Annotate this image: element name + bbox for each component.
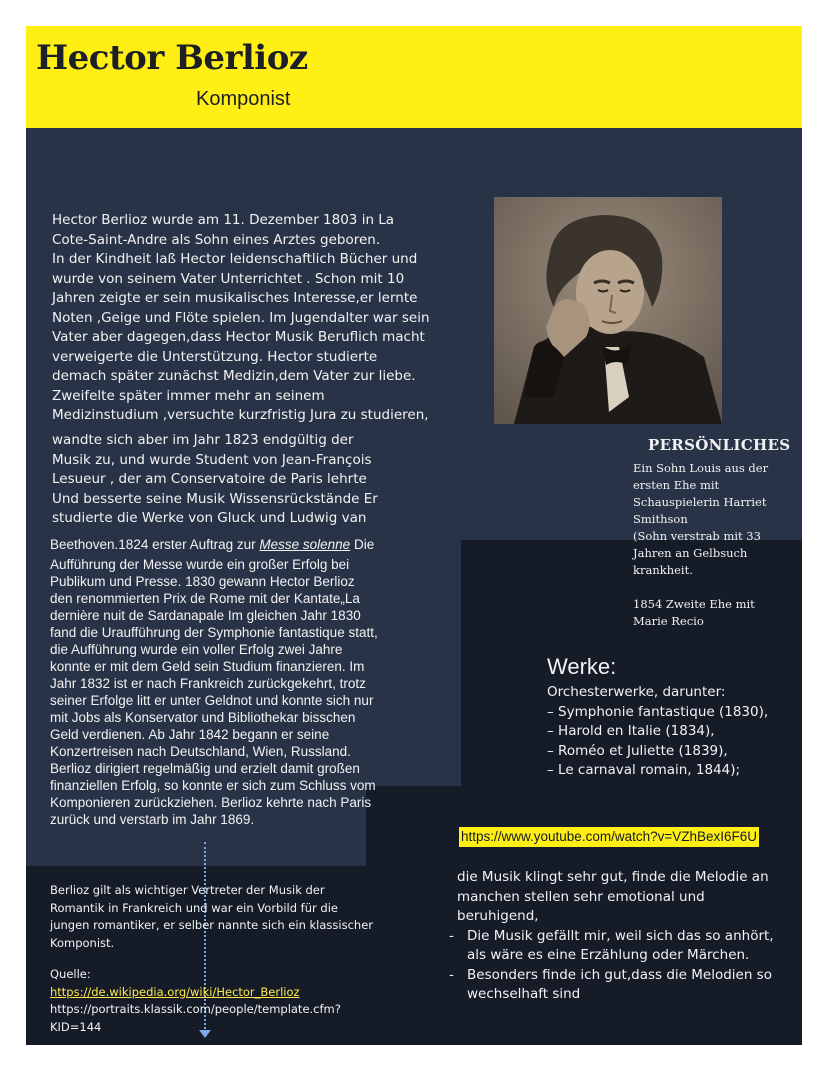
opinion-bullet: - Die Musik gefällt mir, weil sich das so anhört, als wäre es eine Erzählung oder Märchen.: [449, 927, 774, 963]
opinion-bullet-text: Besonders finde ich gut,dass die Melodien so wechselhaft sind: [467, 966, 772, 1002]
personal-second-marriage: 1854 Zweite Ehe mit Marie Recio: [633, 597, 755, 628]
personal-son: (Sohn verstrab mit 33 Jahren an Gelbsuch krankheit.: [633, 529, 761, 577]
bio-paragraph-1: [52, 211, 432, 426]
bio-paragraph-3: [50, 534, 380, 828]
bio-childhood: In der Kindheit laß Hector leidenschaftlich Bücher und wurde von seinem Vater Unterrichtet . Schon mit 10 Jahren zeigte er sein musikalisches Interesse,er lernte Noten ,Geige und Flöte spielen. Im Jugendalter war sein Vater aber dagegen,dass Hector Musik Beruflich macht verweigerte die Unterstützung. Hector studierte demach später zunächst Medizin,dem Vater zur liebe. Zweifelte später immer mehr an seinem Medizinstudium ,versuchte kurzfristig Jura zu studieren,: [52, 251, 430, 423]
opinion-bullet: - Besonders finde ich gut,dass die Melodien so wechselhaft sind: [449, 966, 772, 1002]
personal-heading: PERSÖNLICHES: [648, 436, 791, 454]
wikipedia-link[interactable]: https://de.wikipedia.org/wiki/Hector_Berlioz: [50, 984, 300, 999]
works-item: – Roméo et Juliette (1839),: [547, 742, 728, 759]
opinion-intro: die Musik klingt sehr gut, finde die Melodie an manchen stellen sehr emotional und beruhigend,: [457, 869, 769, 924]
works-item: – Harold en Italie (1834),: [547, 723, 715, 739]
bio-career: Die Aufführung der Messe wurde ein großer Erfolg bei Publikum und Presse. 1830 gewann Hector Berlioz den renommierten Prix de Rome mit der Kantate„La dernière nuit de Sardanapale Im gleichen Jahr 1830 fand die Uraufführung der Symphonie fantastique statt, die Aufführung wurde ein voller Erfolg zwei Jahre konnte er mit dem Geld sein Studium finanzieren. Im Jahr 1832 ist er nach Frankreich zurückgekehrt, trotz seiner Erfolge litt er unter Geldnot und konnte sich nur mit Jobs als Konservator und Bibliothekar bisschen Geld verdienen. Ab Jahr 1842 begann er seine Konzertreisen nach Deutschland, Wien, Russland. Berlioz dirigiert regelmäßig und erzielt damit großen finanziellen Erfolg, so konnte er sich zum Schluss vom Komponieren zurückziehen. Berlioz kehrte nach Paris zurück und verstarb im Jahr 1869.: [50, 537, 378, 827]
bio-legacy: Berlioz gilt als wichtiger Vertreter der Musik der Romantik in Frankreich und war ein Vorbild für die jungen romantiker, er selber nannte sich ein klassischer Komponist.: [50, 883, 373, 950]
bio-intro: Hector Berlioz wurde am 11. Dezember 1803 in La Cote-Saint-Andre als Sohn eines Arztes geboren.: [52, 212, 395, 248]
page-title: Hector Berlioz: [36, 38, 308, 78]
page-subtitle: Komponist: [196, 88, 291, 110]
youtube-link[interactable]: https://www.youtube.com/watch?v=VZhBexI6F6U: [459, 827, 759, 847]
personal-details: [633, 460, 793, 630]
works-item: – Symphonie fantastique (1830),: [547, 703, 769, 720]
bio-beethoven: Beethoven.1824 erster Auftrag zur: [50, 537, 260, 552]
klassik-link[interactable]: https://portraits.klassik.com/people/template.cfm?KID=144: [50, 1002, 341, 1034]
header-banner: [26, 26, 802, 128]
opinion-section: [449, 868, 779, 1005]
works-intro: Orchesterwerke, darunter:: [547, 684, 726, 700]
works-list: [547, 683, 797, 781]
works-item: – Le carnaval romain, 1844);: [547, 762, 741, 778]
portrait-image: [494, 197, 722, 424]
sources: [50, 966, 390, 1036]
opinion-bullet-text: Die Musik gefällt mir, weil sich das so anhört, als wäre es eine Erzählung oder Märchen.: [467, 927, 774, 963]
portrait-photo: [494, 197, 722, 424]
sources-label: Quelle:: [50, 967, 91, 981]
works-heading: Werke:: [547, 654, 617, 679]
personal-first-marriage: Ein Sohn Louis aus der ersten Ehe mit Schauspielerin Harriet Smithson: [633, 461, 769, 526]
bio-paragraph-2: wandte sich aber im Jahr 1823 endgültig der Musik zu, und wurde Student von Jean-François Lesueur , der am Conservatoire de Paris lehrte Und besserte seine Musik Wissensrückstände Er studierte die Werke von Gluck und Ludwig van: [52, 432, 378, 526]
messe-solenne-link[interactable]: Messe solenne: [259, 537, 351, 552]
